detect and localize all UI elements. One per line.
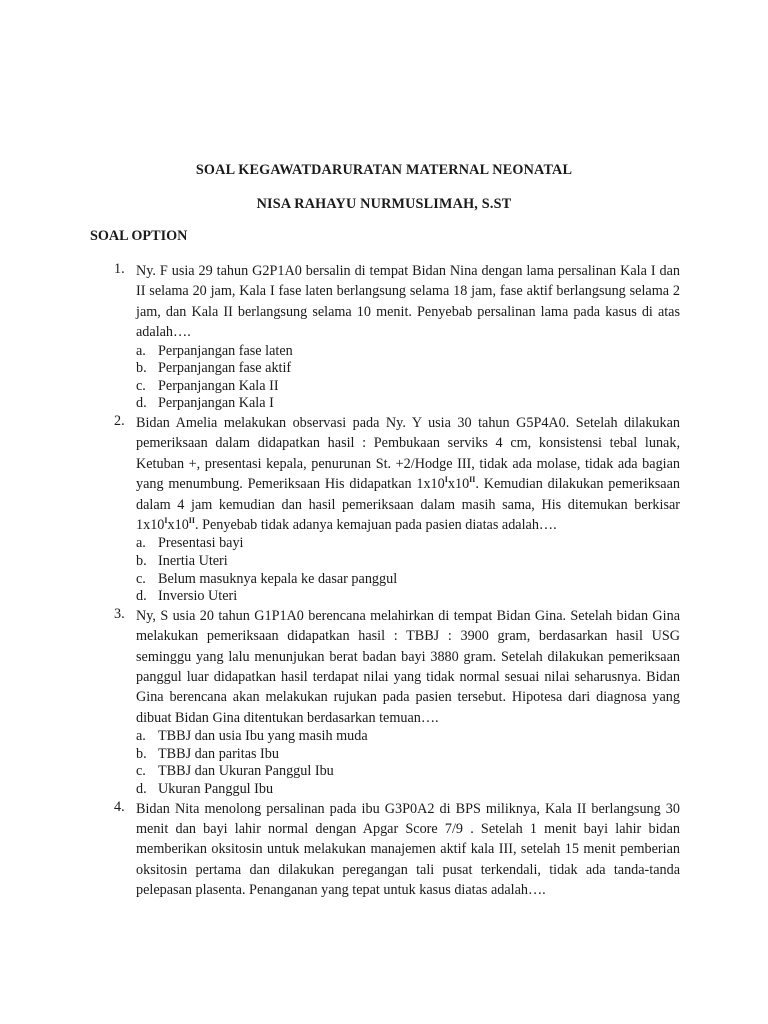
section-heading: SOAL OPTION bbox=[90, 228, 188, 244]
option-text: TBBJ dan Ukuran Panggul Ibu bbox=[158, 763, 334, 780]
option-text: Ukuran Panggul Ibu bbox=[158, 781, 274, 798]
question-3 bbox=[114, 606, 680, 799]
option-letter: b. bbox=[136, 360, 147, 377]
option-c bbox=[136, 571, 680, 589]
question-text: Bidan Nita menolong persalinan pada ibu G3P0A2 di BPS miliknya, Kala II berlangsung 30 menit dan bayi lahir normal dengan Apgar Score 7/9 . Setelah 1 menit bayi lahir bidan memberikan oksitosin untuk melakukan manajemen aktif kala III, setelah 15 menit pemberian oksitosin pertama dan dilakukan peregangan tali pusat terkendali, tidak ada tanda-tanda pelepasan plasenta. Penanganan yang tepat untuk kasus diatas adalah…. bbox=[136, 800, 680, 899]
superscript: II bbox=[469, 475, 476, 485]
question-2 bbox=[114, 413, 680, 606]
question-4 bbox=[114, 799, 680, 901]
option-text: Presentasi bayi bbox=[158, 535, 244, 552]
question-number: 1. bbox=[114, 261, 125, 277]
option-list bbox=[136, 728, 680, 798]
option-letter: c. bbox=[136, 763, 146, 780]
option-letter: c. bbox=[136, 570, 146, 587]
option-letter: d. bbox=[136, 395, 147, 412]
option-text: TBBJ dan paritas Ibu bbox=[158, 745, 279, 762]
question-text: Ny. F usia 29 tahun G2P1A0 bersalin di tempat Bidan Nina dengan lama persalinan Kala I dan II selama 20 jam, Kala I fase laten berlangsung selama 18 jam, fase aktif berlangsung selama 2 jam, dan Kala II berlangsung selama 10 menit. Penyebab persalinan lama pada kasus di atas adalah…. bbox=[136, 263, 680, 341]
option-d bbox=[136, 395, 680, 413]
question-text-part: x10 bbox=[447, 476, 470, 493]
option-letter: d. bbox=[136, 588, 147, 605]
question-text: Ny, S usia 20 tahun G1P1A0 berencana melahirkan di tempat Bidan Gina. Setelah bidan Gina melakukan pemeriksaan didapatkan hasil : TBBJ : 3900 gram, berdasarkan hasil USG seminggu yang lalu menunjukan berat badan bayi 3880 gram. Setelah dilakukan pemeriksaan panggul luar didapatkan hasil terdapat nilai yang tidak normal sesuai nilai seharusnya. Bidan Gina berencana akan melakukan rujukan pada pasien tersebut. Hipotesa dari diagnosa yang dibuat Bidan Gina ditentukan berdasarkan temuan…. bbox=[136, 607, 680, 726]
question-1 bbox=[114, 261, 680, 413]
superscript: II bbox=[188, 516, 196, 526]
option-b bbox=[136, 553, 680, 571]
question-text-part: . Penyebab tidak adanya kemajuan pada pasien diatas adalah…. bbox=[195, 517, 557, 534]
document-author: NISA RAHAYU NURMUSLIMAH, S.ST bbox=[256, 196, 512, 212]
option-text: TBBJ dan usia Ibu yang masih muda bbox=[158, 728, 368, 745]
option-c bbox=[136, 378, 680, 396]
question-text bbox=[136, 413, 680, 535]
option-text: Perpanjangan Kala I bbox=[158, 395, 274, 412]
option-c bbox=[136, 763, 680, 781]
option-text: Inversio Uteri bbox=[158, 588, 238, 605]
question-text-part: Bidan Amelia melakukan observasi pada Ny. Y usia 30 tahun G5P4A0. Setelah dilakukan pemeriksaan dalam didapatkan hasil : Pembukaan serviks 4 cm, konsistensi tebal lunak, Ketuban +, presentasi kepala, penurunan St. +2/Hodge III, tidak ada molase, tidak ada bagian yang menumbung. Pemeriksaan His didapatkan 1x10 bbox=[136, 415, 680, 493]
option-b bbox=[136, 746, 680, 764]
option-list bbox=[136, 343, 680, 413]
document-title: SOAL KEGAWATDARURATAN MATERNAL NEONATAL bbox=[195, 162, 573, 178]
option-letter: a. bbox=[136, 342, 146, 359]
option-text: Belum masuknya kepala ke dasar panggul bbox=[158, 570, 398, 587]
question-number: 3. bbox=[114, 605, 125, 622]
question-text-part: . Kemudian dilakukan pemeriksaan dalam 4 jam kemudian dan hasil pemeriksaan dalam masih sama, His ditemukan berkisar 1x10 bbox=[136, 476, 680, 534]
option-d bbox=[136, 588, 680, 606]
superscript: I bbox=[444, 475, 448, 485]
option-a bbox=[136, 343, 680, 361]
superscript: I bbox=[164, 516, 168, 526]
option-letter: d. bbox=[136, 781, 147, 798]
option-letter: a. bbox=[136, 535, 146, 552]
option-letter: c. bbox=[136, 377, 146, 394]
option-letter: a. bbox=[136, 728, 146, 745]
option-a bbox=[136, 728, 680, 746]
option-text: Perpanjangan fase aktif bbox=[158, 360, 292, 377]
question-text-part: x10 bbox=[167, 517, 189, 534]
option-text: Perpanjangan Kala II bbox=[158, 377, 279, 394]
option-list bbox=[136, 535, 680, 605]
option-letter: b. bbox=[136, 745, 147, 762]
option-text: Perpanjangan fase laten bbox=[158, 342, 293, 359]
option-a bbox=[136, 535, 680, 553]
question-number: 2. bbox=[114, 413, 125, 429]
question-list bbox=[114, 261, 680, 901]
option-b bbox=[136, 360, 680, 378]
option-d bbox=[136, 781, 680, 799]
option-text: Inertia Uteri bbox=[158, 553, 228, 570]
question-number: 4. bbox=[114, 798, 125, 815]
option-letter: b. bbox=[136, 553, 147, 570]
